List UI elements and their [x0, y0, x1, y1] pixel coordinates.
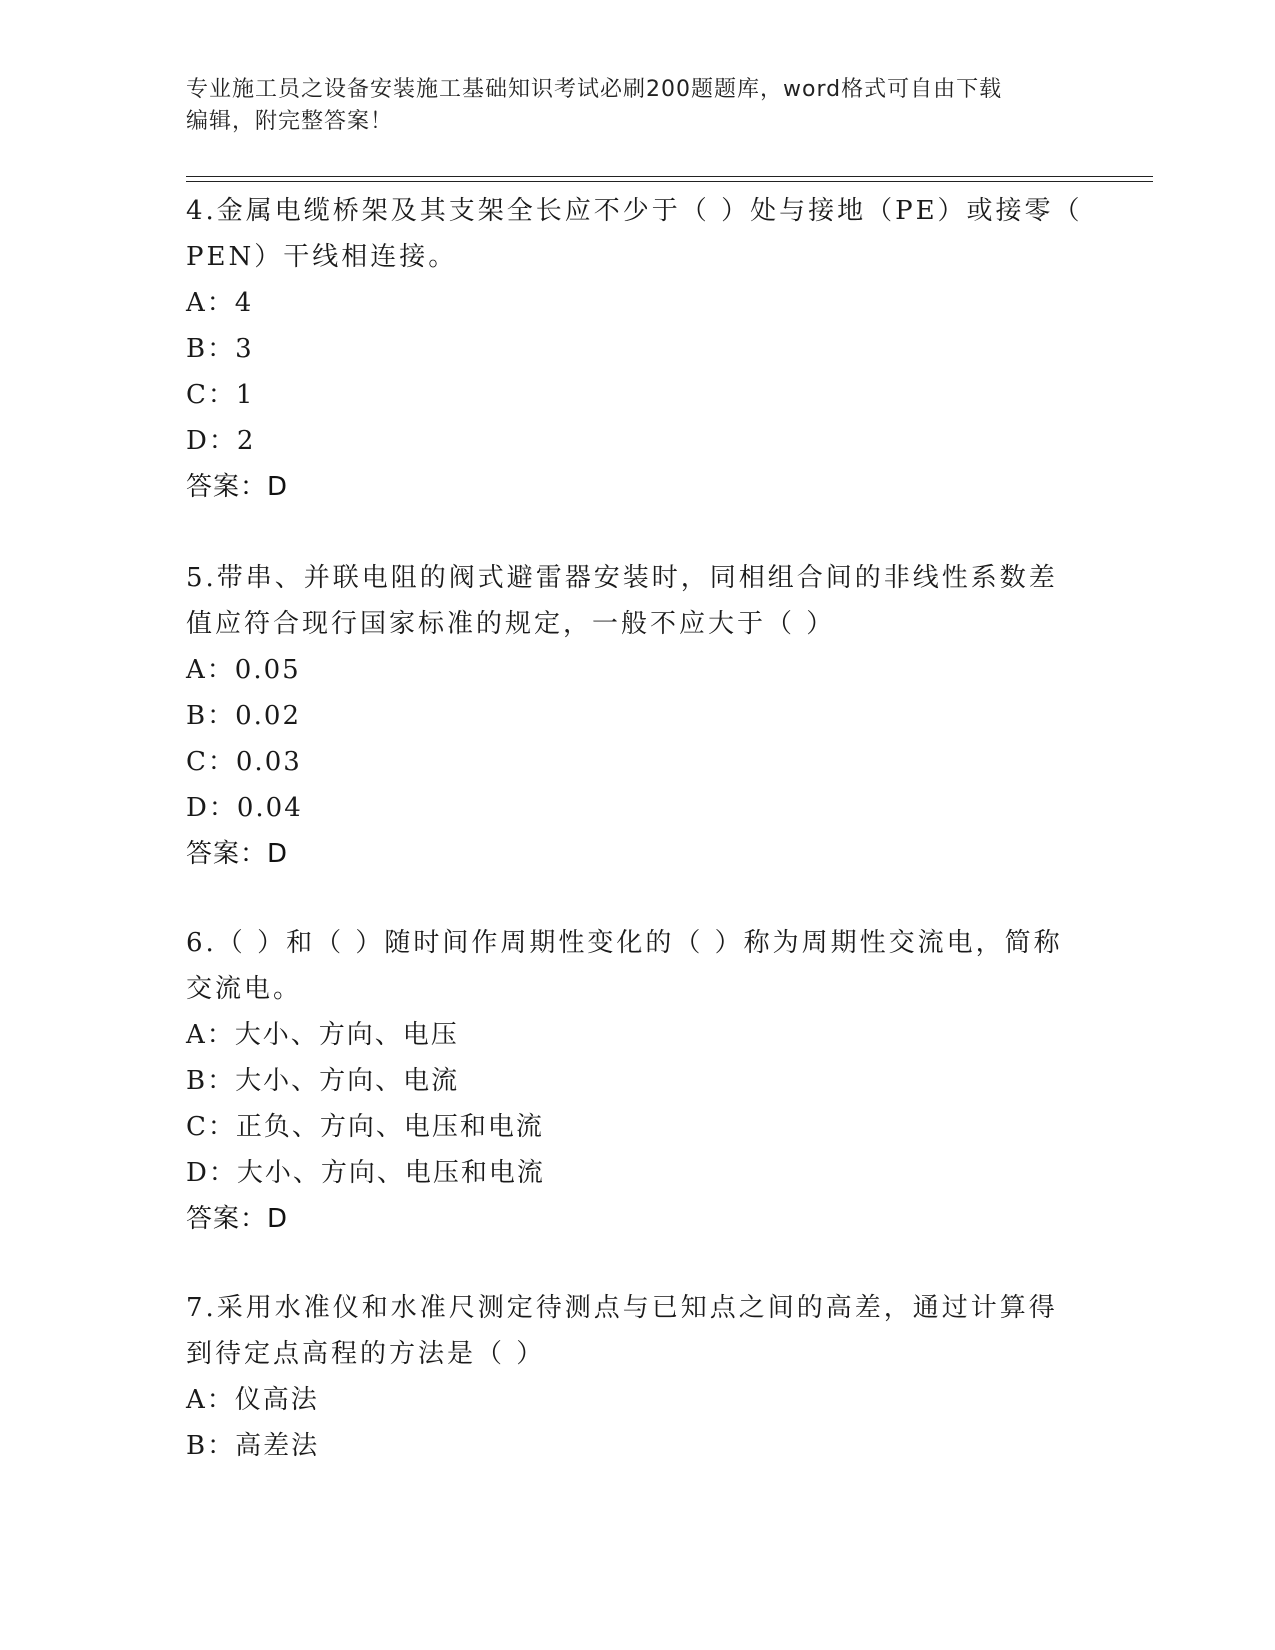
question-4 [186, 188, 1086, 510]
header-line-2: 编辑，附完整答案！ [186, 109, 394, 134]
option-a: A：大小、方向、电压 [186, 1020, 459, 1050]
question-stem-line-1: 4.金属电缆桥架及其支架全长应不少于（ ）处与接地（PE）或接零（ [186, 196, 1083, 226]
option-a: A：仪高法 [186, 1385, 319, 1415]
header-divider-top [186, 176, 1153, 177]
option-b: B：高差法 [186, 1431, 320, 1461]
option-d: D：0.04 [186, 793, 303, 823]
header-line-1: 专业施工员之设备安装施工基础知识考试必刷200题题库，word格式可自由下载 [186, 77, 1003, 102]
question-stem-line-1: 6.（ ）和（ ）随时间作周期性变化的（ ）称为周期性交流电，简称 [186, 928, 1063, 958]
option-a: A：4 [186, 288, 254, 318]
question-5 [186, 555, 1086, 877]
answer-label: 答案：D [186, 1204, 289, 1234]
answer-label: 答案：D [186, 472, 289, 502]
question-stem-line-1: 5.带串、并联电阻的阀式避雷器安装时，同相组合间的非线性系数差 [186, 563, 1058, 593]
option-d: D：大小、方向、电压和电流 [186, 1158, 545, 1188]
question-stem-line-2: 交流电。 [186, 974, 303, 1004]
option-a: A：0.05 [186, 655, 301, 685]
question-stem-line-2: 到待定点高程的方法是（ ） [186, 1339, 546, 1369]
option-c: C：正负、方向、电压和电流 [186, 1112, 544, 1142]
option-d: D：2 [186, 426, 256, 456]
option-c: C：1 [186, 380, 255, 410]
question-stem-line-1: 7.采用水准仪和水准尺测定待测点与已知点之间的高差，通过计算得 [186, 1293, 1058, 1323]
option-b: B：大小、方向、电流 [186, 1066, 460, 1096]
question-stem-line-2: 值应符合现行国家标准的规定，一般不应大于（ ） [186, 609, 836, 639]
question-6 [186, 920, 1086, 1242]
question-7 [186, 1285, 1086, 1469]
answer-label: 答案：D [186, 839, 289, 869]
option-b: B：0.02 [186, 701, 301, 731]
option-b: B：3 [186, 334, 254, 364]
document-header [186, 74, 1086, 138]
question-stem-line-2: PEN）干线相连接。 [186, 242, 458, 272]
option-c: C：0.03 [186, 747, 302, 777]
header-divider-bottom [186, 181, 1153, 182]
